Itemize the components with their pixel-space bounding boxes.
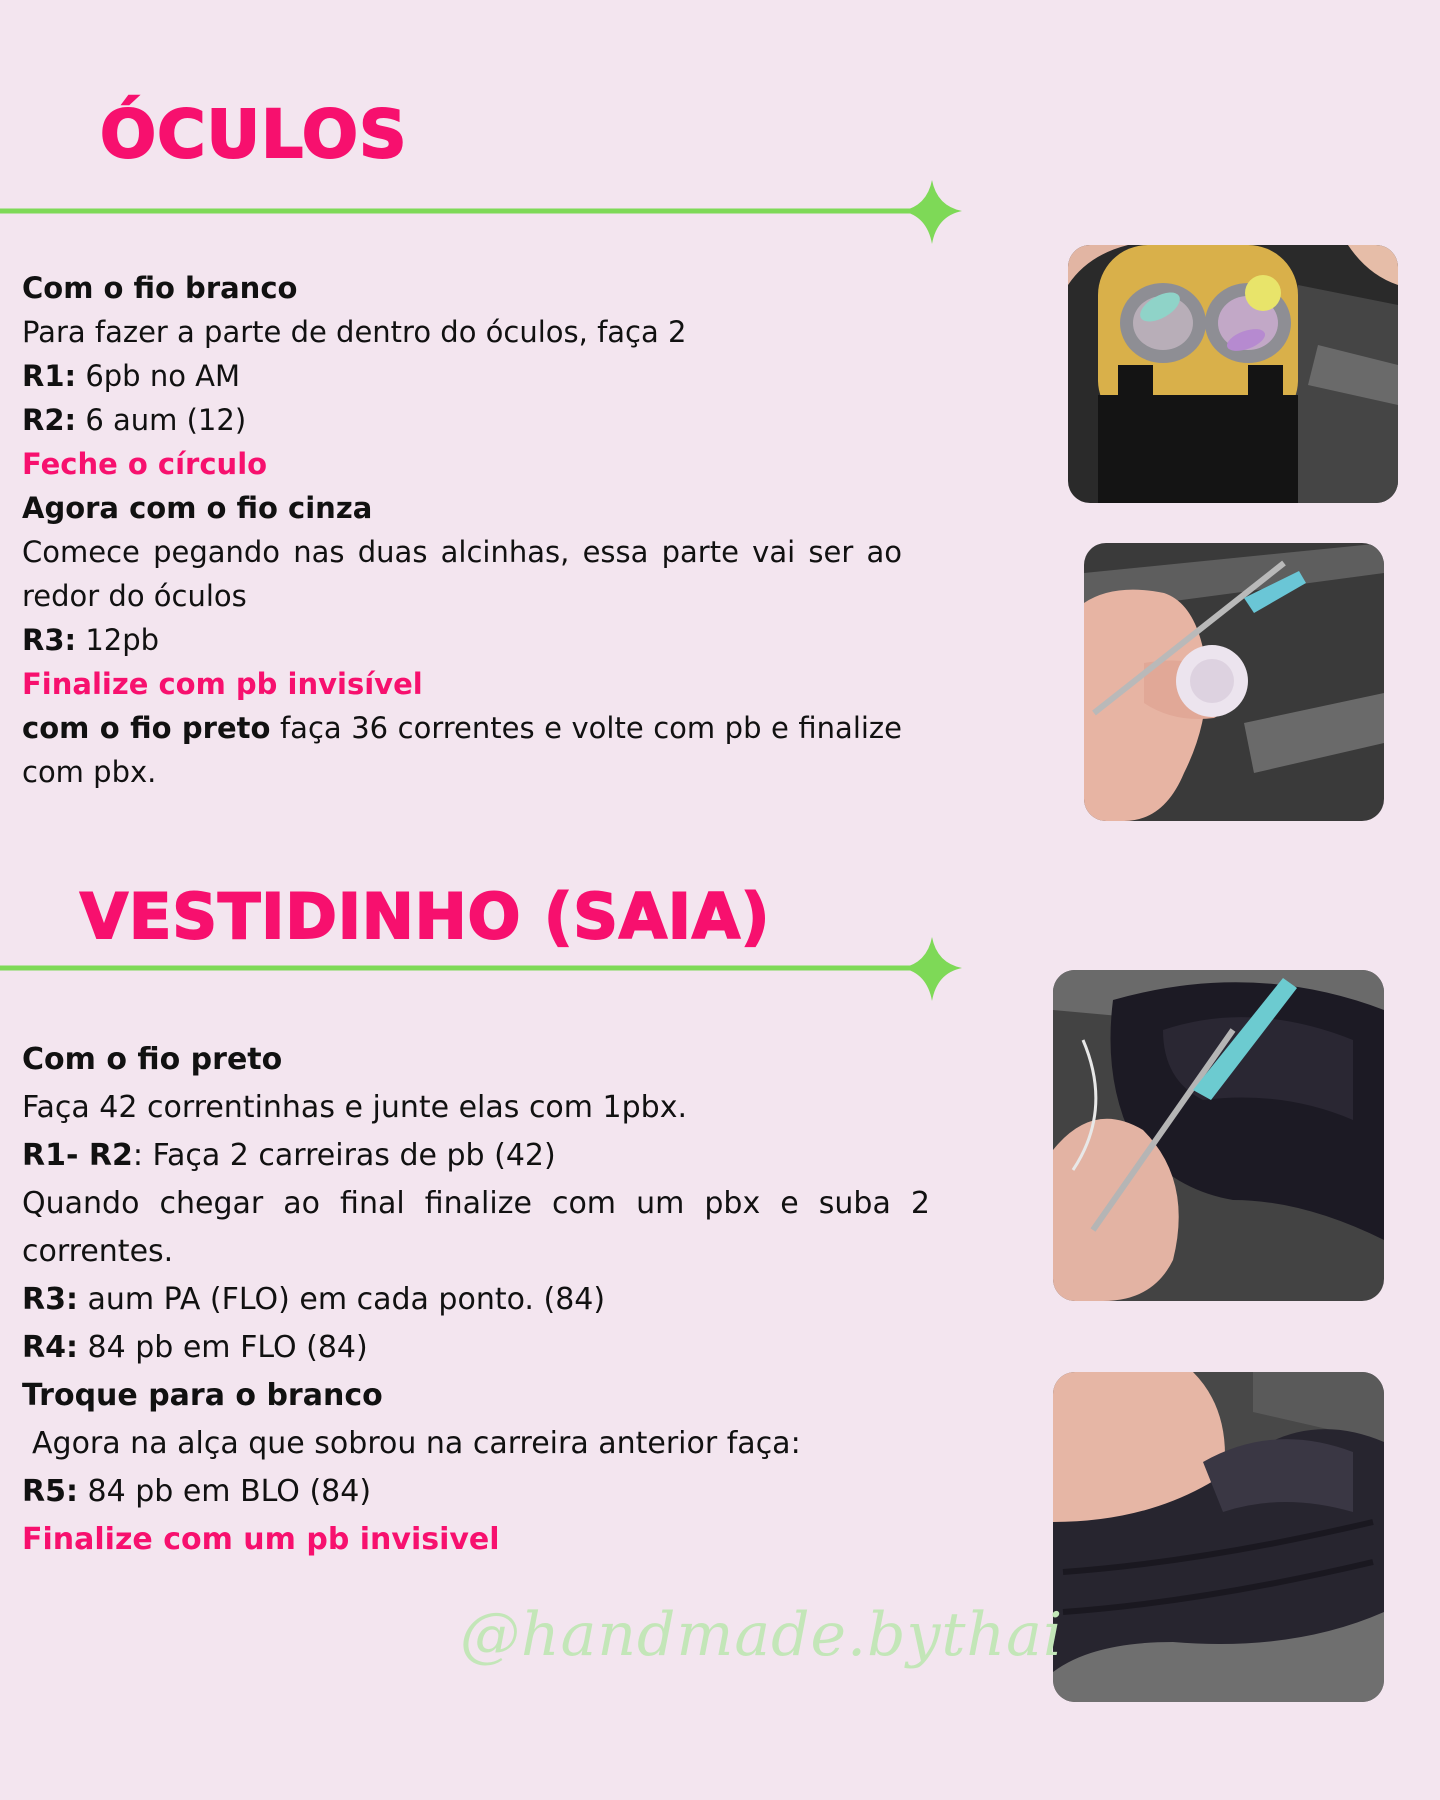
instruction-line: R1: 6pb no AM — [22, 359, 241, 393]
saia-instructions — [22, 1036, 930, 1564]
instruction-line: R2: 6 aum (12) — [22, 403, 247, 437]
section-title-oculos: ÓCULOS — [100, 96, 408, 173]
photo-oculos-circle — [1084, 543, 1384, 821]
instruction-line: Agora na alça que sobrou na carreira anterior faça: — [32, 1426, 801, 1461]
green-divider-star — [0, 178, 966, 248]
instruction-line: R4: 84 pb em FLO (84) — [22, 1330, 368, 1365]
instruction-line: Com o fio branco — [22, 271, 298, 305]
instruction-line: Agora com o fio cinza — [22, 491, 373, 525]
instruction-line: R5: 84 pb em BLO (84) — [22, 1474, 372, 1509]
oculos-instructions — [22, 266, 902, 794]
instruction-line: Faça 42 correntinhas e junte elas com 1pbx. — [22, 1090, 688, 1125]
photo-saia-black-rows — [1053, 970, 1384, 1301]
instruction-line: R1- R2: Faça 2 carreiras de pb (42) — [22, 1138, 556, 1173]
highlight-line: Feche o círculo — [22, 447, 268, 481]
highlight-line: Finalize com pb invisível — [22, 667, 423, 701]
instruction-line: Quando chegar ao final finalize com um pbx e suba 2 correntes. — [22, 1186, 930, 1269]
photo-saia-finished — [1053, 1372, 1384, 1702]
instruction-line: com o fio preto faça 36 correntes e volte com pb e finalize com pbx. — [22, 711, 902, 789]
instruction-line: Com o fio preto — [22, 1042, 283, 1077]
watermark-signature: @handmade.bythai — [460, 1600, 1064, 1670]
green-divider-star — [0, 935, 966, 1005]
instruction-line: R3: aum PA (FLO) em cada ponto. (84) — [22, 1282, 606, 1317]
highlight-line: Finalize com um pb invisivel — [22, 1522, 500, 1557]
section-title-saia: VESTIDINHO (SAIA) — [80, 880, 771, 953]
instruction-line: R3: 12pb — [22, 623, 160, 657]
photo-oculos-finished — [1068, 245, 1398, 503]
instruction-line: Troque para o branco — [22, 1378, 383, 1413]
instruction-line: Comece pegando nas duas alcinhas, essa parte vai ser ao redor do óculos — [22, 535, 902, 613]
instruction-line: Para fazer a parte de dentro do óculos, faça 2 — [22, 315, 687, 349]
